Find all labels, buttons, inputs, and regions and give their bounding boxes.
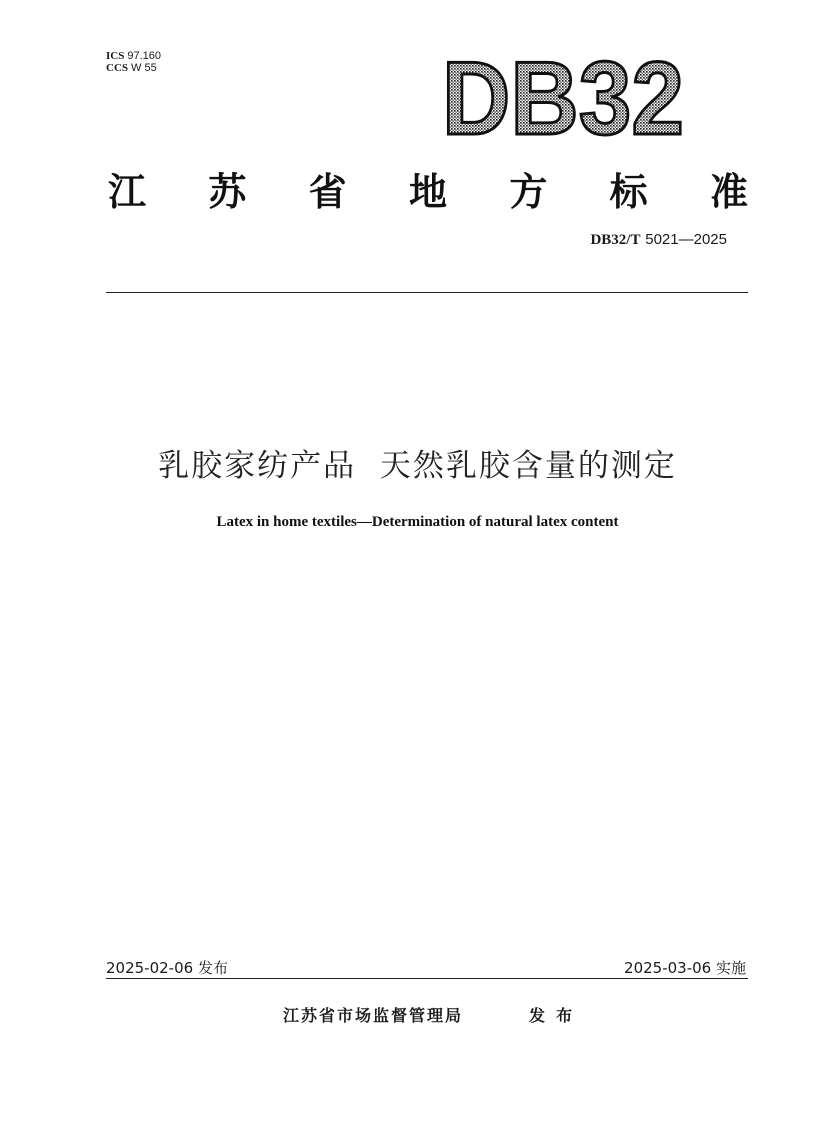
ics-code: 97.160 [127, 50, 161, 62]
standard-type-char: 方 [509, 169, 548, 214]
db32-logo-graphic [436, 44, 686, 144]
header-divider [106, 292, 748, 293]
document-title-en: Latex in home textiles—Determination of natural latex content [216, 514, 619, 530]
db32-logo-text: DB32 [442, 44, 684, 144]
standard-type-heading [108, 163, 748, 213]
standard-number [590, 230, 727, 249]
ccs-code: W 55 [131, 62, 157, 74]
issuing-authority: 江苏省市场监督管理局 [283, 1006, 464, 1025]
standard-number-value: 5021—2025 [645, 231, 727, 248]
standard-type-char: 苏 [208, 169, 247, 214]
ics-row [106, 50, 161, 62]
ccs-row [106, 62, 161, 74]
standard-type-char: 江 [108, 169, 147, 214]
standard-number-prefix: DB32/T [590, 232, 641, 248]
ics-label: ICS [106, 50, 125, 62]
db32-logo [436, 44, 686, 144]
issue-action: 发 布 [529, 1006, 573, 1025]
standard-type-char: 准 [709, 169, 748, 214]
standard-type-char: 省 [308, 169, 347, 214]
ccs-label: CCS [106, 62, 129, 74]
footer-divider [106, 978, 748, 979]
release-date: 2025-02-06 发布 [106, 959, 228, 977]
document-title-cn: 乳胶家纺产品 天然乳胶含量的测定 [158, 448, 677, 484]
standard-type-char: 地 [408, 169, 447, 214]
classification-codes [106, 50, 161, 74]
implementation-date: 2025-03-06 实施 [624, 959, 746, 977]
standard-type-char: 标 [609, 169, 648, 214]
